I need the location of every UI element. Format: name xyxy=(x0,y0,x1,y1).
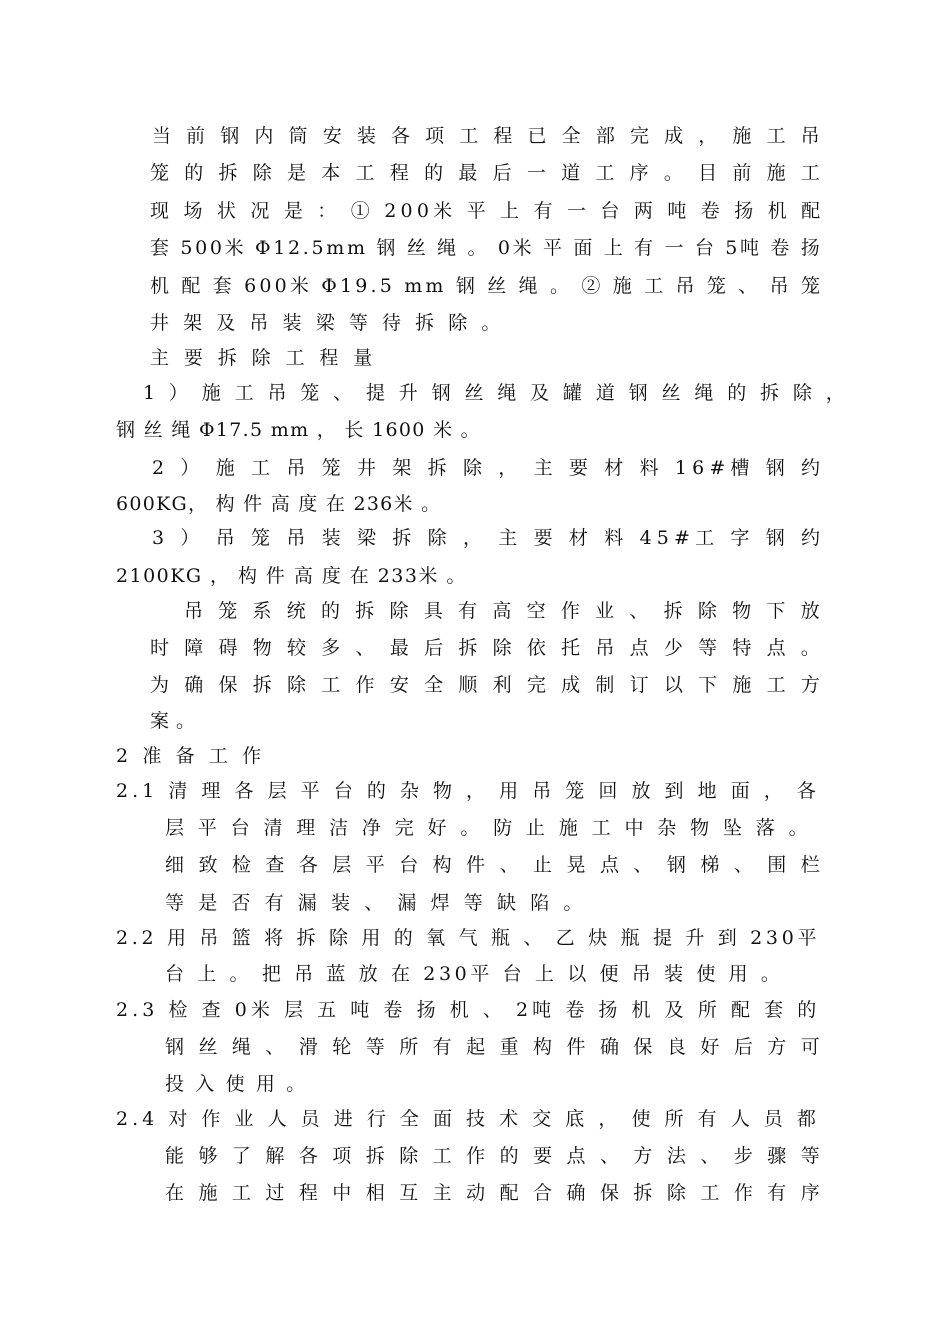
text-line: 时 障 碍 物 较 多 、 最 后 拆 除 依 托 吊 点 少 等 特 点 。 xyxy=(150,637,825,659)
text-line: 2100KG ， 构 件 高 度 在 233米 。 xyxy=(116,565,467,587)
text-line: 层 平 台 清 理 洁 净 完 好 。 防 止 施 工 中 杂 物 坠 落 。 xyxy=(165,817,812,839)
text-line: 投 入 使 用 。 xyxy=(165,1073,308,1095)
section-heading: 主 要 拆 除 工 程 量 xyxy=(150,347,377,369)
text-line: 台 上 。 把 吊 蓝 放 在 230平 台 上 以 便 吊 装 使 用 。 xyxy=(165,963,784,985)
text-line: 案 。 xyxy=(150,710,196,732)
text-line: 钢 丝 绳 、 滑 轮 等 所 有 起 重 构 件 确 保 良 好 后 方 可 xyxy=(165,1036,824,1058)
text-line: 机 配 套 600米 Φ19.5 mm 钢 丝 绳 。 ② 施 工 吊 笼 、 吊 笼 xyxy=(150,275,824,297)
text-line: 600KG， 构 件 高 度 在 236米 。 xyxy=(116,493,442,515)
text-line: 为 确 保 拆 除 工 作 安 全 顺 利 完 成 制 订 以 下 施 工 方 xyxy=(150,674,825,696)
text-line: 套 500米 Φ12.5mm 钢 丝 绳 。 0米 平 面 上 有 一 台 5吨 卷 扬 xyxy=(150,237,823,259)
text-line: 能 够 了 解 各 项 拆 除 工 作 的 要 点 、 方 法 、 步 骤 等 xyxy=(165,1145,824,1167)
text-line: 2 ） 施 工 吊 笼 井 架 拆 除 ， 主 要 材 料 16#槽 钢 约 xyxy=(152,457,826,479)
text-line: 在 施 工 过 程 中 相 互 主 动 配 合 确 保 拆 除 工 作 有 序 xyxy=(165,1182,824,1204)
text-line: 2.3 检 查 0米 层 五 吨 卷 扬 机 、 2吨 卷 扬 机 及 所 配 套 的 xyxy=(116,999,821,1021)
text-line: 1 ） 施 工 吊 笼 、 提 升 钢 丝 绳 及 罐 道 钢 丝 绳 的 拆 除 ， xyxy=(143,382,849,404)
text-line: 钢 丝 绳 Φ17.5 mm ， 长 1600 米 。 xyxy=(116,419,481,441)
text-line: 3 ） 吊 笼 吊 装 梁 拆 除 ， 主 要 材 料 45#工 字 钢 约 xyxy=(152,527,826,549)
text-line: 现 场 状 况 是 ： ① 200米 平 上 有 一 台 两 吨 卷 扬 机 配 xyxy=(150,200,825,222)
text-line: 笼 的 拆 除 是 本 工 程 的 最 后 一 道 工 序 。 目 前 施 工 xyxy=(150,162,825,184)
text-line: 2.4 对 作 业 人 员 进 行 全 面 技 术 交 底 ， 使 所 有 人 员 都 xyxy=(116,1108,820,1130)
text-line: 井 架 及 吊 装 梁 等 待 拆 除 。 xyxy=(150,312,505,334)
text-line: 2.2 用 吊 篮 将 拆 除 用 的 氧 气 瓶 、 乙 炔 瓶 提 升 到 230平 xyxy=(116,927,821,949)
section-heading: 2 准 备 工 作 xyxy=(116,745,266,767)
text-line: 吊 笼 系 统 的 拆 除 具 有 高 空 作 业 、 拆 除 物 下 放 xyxy=(184,600,825,622)
text-line: 等 是 否 有 漏 装 、 漏 焊 等 缺 陷 。 xyxy=(165,892,587,914)
text-line: 2.1 清 理 各 层 平 台 的 杂 物 ， 用 吊 笼 回 放 到 地 面 ， 各 xyxy=(116,780,820,802)
text-line: 当 前 钢 内 筒 安 装 各 项 工 程 已 全 部 完 成 ， 施 工 吊 xyxy=(152,125,825,147)
text-line: 细 致 检 查 各 层 平 台 构 件 、 止 晃 点 、 钢 梯 、 围 栏 xyxy=(165,854,824,876)
